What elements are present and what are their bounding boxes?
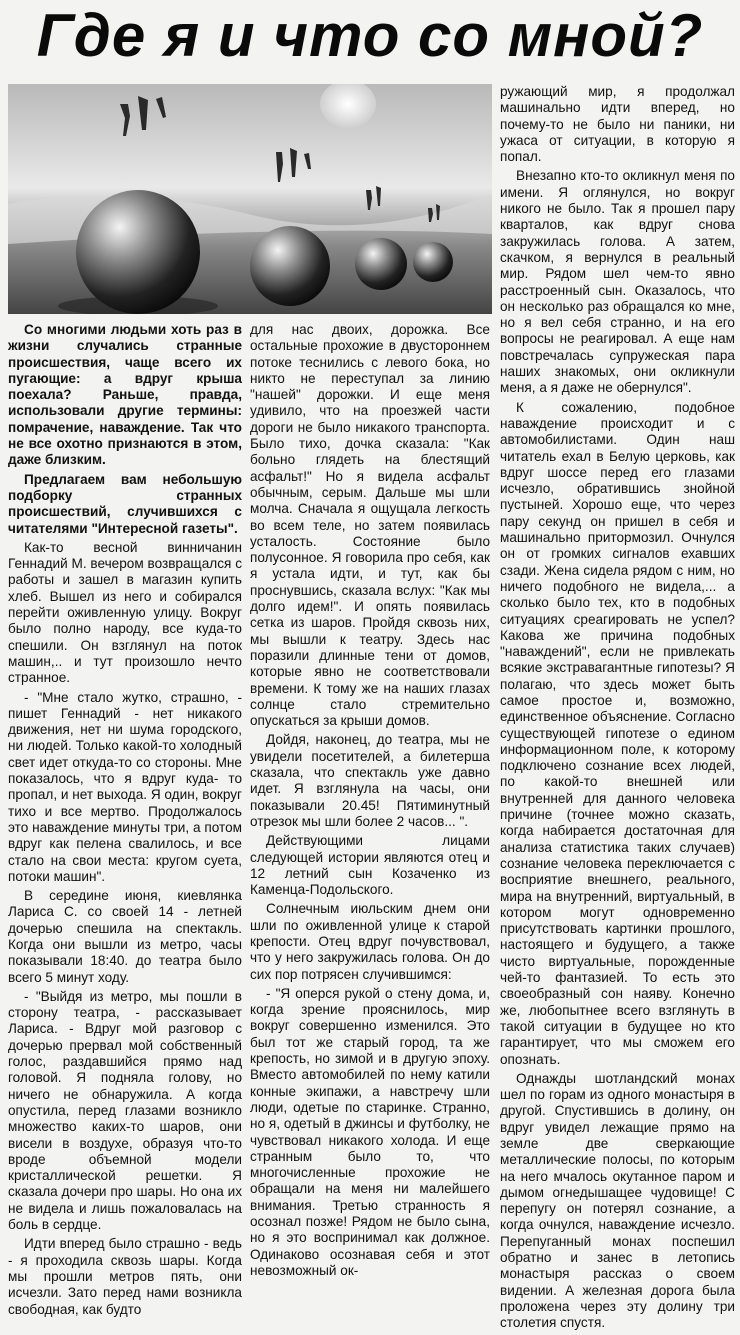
paragraph: Идти вперед было страшно - ведь - я проходила сквозь шары. Когда мы прошли метров пять, они исчезли. Зато перед нами возникла свободная, как будто <box>8 1236 242 1317</box>
paragraph: Однажды шотландский монах шел по горам из одного монастыря в другой. Спустившись в долину, он вдруг увидел лежащие прямо на земле две сверкающие металлические полосы, по которым на него мчалось окутанное паром и дымом огнедышащее чудовище! С перепугу он потерял сознание, а когда очнулся, наваждение исчезло. Перепуганный монах поспешил обратно и занес в летопись монастыря рассказ о своем видении. А железная дорога была проложена через эту долину три столетия спустя. <box>500 1070 735 1331</box>
paragraph: - "Выйдя из метро, мы пошли в сторону театра, - рассказывает Лариса. - Вдруг мой разговор с дочерью прервал мой собственный голос, раздавшийся прямо над головой. Я подняла голову, но ничего не обнаружила. А когда опустила, перед глазами возникло множество каких-то шаров, они висели в воздухе, образуя что-то вроде объемной модели кристаллической решетки. Я сказала дочери про шары. Но она их не видела и лишь пожаловалась на боль в сердце. <box>8 988 242 1233</box>
paragraph: - "Мне стало жутко, страшно, - пишет Геннадий - нет никакого движения, нет ни шума городского, ни людей. Только какой-то холодный свет идет откуда-то со стороны. Мне показалось, что я вдруг куда- то пропал, и нет выхода. Я один, вокруг тихо и все мертво. Продолжалось это наваждение минуты три, а потом вдруг как пелена свалилось, и все стало на свои места: кругом суета, потоки машин". <box>8 689 243 884</box>
paragraph: Внезапно кто-то окликнул меня по имени. Я оглянулся, но вокруг никого не было. Так я прошел пару кварталов, как вдруг снова закружилась голова. А затем, скачком, я вернулся в реальный мир. Рядом шел чем-то явно расстроенный сын. Оказалось, что он несколько раз обращался ко мне, но я вел себя странно, и на его вопросы не реагировал. А еще нам повстречалась супружеская пара наших знакомых, они окликнули меня, а я даже не обернулся". <box>500 168 735 396</box>
headline: Где я и что со мной? <box>36 2 704 69</box>
sphere-icon <box>250 226 330 306</box>
sphere-icon <box>76 190 200 314</box>
paragraph: для нас двоих, дорожка. Все остальные прохожие в двустороннем потоке теснились с левого бока, но никто не переступал за линию "нашей" дорожки. И еще меня удивило, что на проезжей части дороги не было никакого транспорта. Было тихо, дочка сказала: "Как больно глядеть на блестящий асфальт!" Но я видела асфальт обычным, серым. Дальше мы шли молча. Сначала я ощущала легкость во всем теле, но затем появилась усталость. Состояние было полусонное. Я говорила про себя, как я устала идти, и тут, как бы проснувшись, сказала вслух: "Как мы долго идем!". И опять появилась сетка из шаров. Пройдя сквозь них, мы вышли к театру. Здесь нас поразили длинные тени от домов, которые явно не соответствовали времени. К тому же на наших глазах солнце стало стремительно опускаться за крыши домов. <box>250 322 490 729</box>
paragraph: Действующими лицами следующей истории являются отец и 12 летний сын Козаченко из Каменца-Подольского. <box>250 833 490 898</box>
article-column-2 <box>250 322 490 1282</box>
paragraph: В середине июня, киевлянка Лариса С. со своей 14 - летней дочерью спешила на спектакль. Когда они вышли из метро, часы показывали 18:40. до театра было всего 5 минут ходу. <box>8 888 242 985</box>
sphere-icon <box>355 238 407 290</box>
paragraph: Предлагаем вам небольшую подборку странных происшествий, случившихся с читателями "Интересной газеты". <box>8 471 242 536</box>
paragraph: К сожалению, подобное наваждение происходит и с автомобилистами. Один наш читатель ехал в Белую церковь, как вдруг шоссе перед его глазами исчезло, обратившись знойной пустыней. Хорошо еще, что через пару секунд он пришел в себя и машинально притормозил. Очнулся он от громких сигналов ехавших сзади. Жена сидела рядом с ним, но ничего подобного не видела,... а сколько было тех, кто в подобных ситуациях среагировать не успел? Какова же причина подобных "наваждений", если не привлекать всякие экстравагантные гипотезы? Я полагаю, что здесь может быть самое простое и, возможно, единственное объяснение. Согласно существующей гипотезе о едином информационном поле, к которому подключено сознание всех людей, по какой-то внешней или внутренней для данного человека причине (точнее можно сказать, когда набирается достаточная для анализа статистика таких случаев) сознание человека переключается с восприятие внешнего, реального, мира на внутренний, виртуальный, в котором могут одновременно присутствовать картинки прошлого, настоящего и будущего, а также чисто виртуальные, порожденные чей-то фантазией. То есть это своеобразный сон наяву. Конечно же, любопытнее всего взглянуть в такой ситуации в будущее но кто гарантирует, что мы сможем его опознать. <box>500 399 735 1067</box>
paragraph: Дойдя, наконец, до театра, мы не увидели посетителей, а билетерша сказала, что спектакль уже давно идет. Я взглянула на часы, они показывали 20.45! Пятиминутный отрезок мы шли более 2 часов... ". <box>250 732 490 829</box>
paragraph: - "Я оперся рукой о стену дома, и, когда зрение прояснилось, мир вокруг совершенно изменился. Это был тот же старый город, та же крепость, но зимой и в другую эпоху. Вместо автомобилей по нему катили конные экипажи, а навстречу шли люди, одетые по старинке. Странно, но я, одетый в джинсы и футболку, не чувствовал никакого холода. И еще странным было то, что многочисленные прохожие не обращали на меня ни малейшего внимания. Третью странность я осознал позже! Рядом не было сына, но я это воспринимал как должное. Одинаково осознавая себя и этот невозможный ок- <box>250 985 490 1278</box>
article-column-3 <box>500 84 735 1335</box>
article-photo <box>8 84 492 314</box>
paragraph: Солнечным июльским днем они шли по оживленной улице к старой крепости. Отец вдруг почувствовал, что у него закружилась голова. Он до сих пор потрясен случившимся: <box>250 901 490 982</box>
sphere-icon <box>413 242 453 282</box>
paragraph: ружающий мир, я продолжал машинально идти вперед, но почему-то не было ни паники, ни ужаса от ситуации, в которую я попал. <box>500 84 735 165</box>
article-column-1 <box>8 322 242 1321</box>
paragraph: Со многими людьми хоть раз в жизни случались странные происшествия, чаще всего их пугающие: а вдруг крыша поехала? Раньше, правда, использовали другие термины: помрачение, наваждение. Так что не все охотно признаются в этом, даже близким. <box>8 322 242 468</box>
paragraph: Как-то весной винничанин Геннадий М. вечером возвращался с работы и зашел в магазин купить хлеб. Вышел из него и собирался перейти оживленную улицу. Вокруг было полно народу, все куда-то спешили. Он взглянул на поток машин,.. и тут произошло нечто странное. <box>8 539 242 686</box>
